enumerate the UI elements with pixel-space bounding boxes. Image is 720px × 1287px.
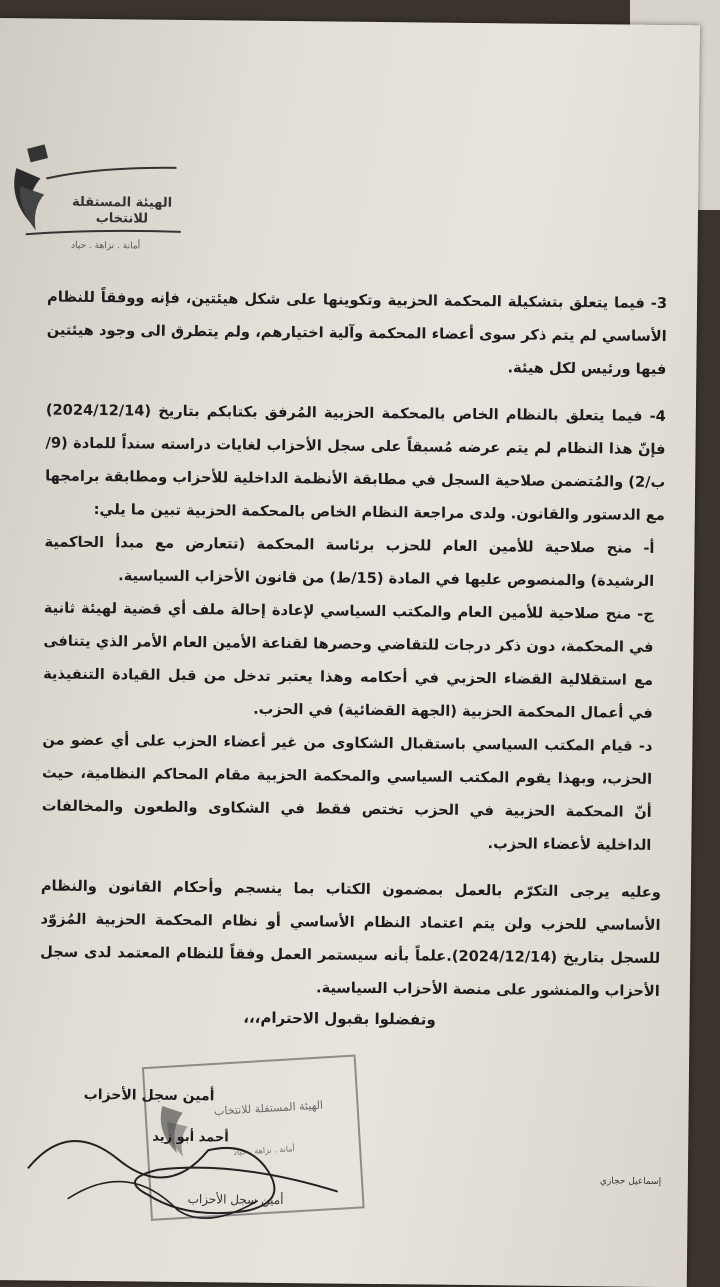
- stamp-role-text: أمين سجل الأحزاب: [187, 1192, 284, 1208]
- letter-body: [40, 281, 668, 1008]
- paragraph-4: 4- فيما يتعلق بالنظام الخاص بالمحكمة الحزبية المُرفق بكتابكم بتاريخ (2024/12/14) فإنّ هذا النظام لم يتم عرضه مُسبقاً على سجل الأحزاب لغايات دراسته سنداً للمادة (9/ب/2) والمُتضمن صلاحية السجل في مطابقة الأنظمة الداخلية للأحزاب ومطابقة برامجها مع الدستور والقانون. ولدى مراجعة النظام الخاص بالمحكمة الحزبية تبين ما يلي:: [45, 401, 666, 524]
- paragraph-3: 3- فيما يتعلق بتشكيلة المحكمة الحزبية وتكوينها على شكل هيئتين، فإنه ووفقاً للنظام الأساسي لم يتم ذكر سوى أعضاء المحكمة وآلية اختيارهم، ولم يتطرق الى وجود هيئتين فيها ورئيس لكل هيئة.: [46, 288, 668, 378]
- logo-tagline: أمانة . نزاهة . حياد: [70, 240, 141, 252]
- signatory-name: أحمد أبو زيد: [152, 1129, 229, 1146]
- closing-line: وتفضلوا بقبول الاحترام،،،: [243, 1008, 436, 1029]
- commission-logo: [5, 138, 186, 270]
- logo-name: الهيئة المستقلة للانتخاب: [71, 194, 173, 227]
- document-page: [0, 18, 700, 1287]
- prepared-by: إسماعيل حجازي: [599, 1176, 662, 1187]
- request-paragraph: وعليه يرجى التكرّم بالعمل بمضمون الكتاب بما ينسجم وأحكام القانون والنظام الأساسي للحزب ولن يتم اعتماد النظام الأساسي أو نظام المحكمة الحزبية المُزوّد للسجل بتاريخ (2024/12/14).علماً بأنه سيستمر العمل وفقاً للنظام المعتمد لدى سجل الأحزاب والمنشور على منصة الأحزاب السياسية.: [40, 877, 661, 1000]
- item-a: أ- منح صلاحية للأمين العام للحزب برئاسة المحكمة (تتعارض مع مبدأ الحاكمية الرشيدة) والمنصوص عليها في المادة (15/ط) من قانون الأحزاب السياسية.: [44, 533, 655, 590]
- signatory-title: أمين سجل الأحزاب: [83, 1086, 215, 1105]
- stamp-logo-name: الهيئة المستقلة للانتخاب: [213, 1098, 324, 1118]
- item-d: د- قيام المكتب السياسي باستقبال الشكاوى من غير أعضاء الحزب على أي عضو من الحزب، وبهذا يقوم المكتب السياسي والمحكمة الحزبية مقام المحاكم النظامية، حيث أنّ المحكمة الحزبية في الحزب تختص فقط في الشكاوى والطعون والمخالفات الداخلية لأعضاء الحزب.: [41, 731, 653, 854]
- handwritten-signature: [7, 1098, 368, 1242]
- stamp-logo-tagline: أمانة . نزاهة . حياد: [233, 1144, 296, 1157]
- item-c: ج- منح صلاحية للأمين العام والمكتب السياسي لإعادة إحالة ملف أي قضية لهيئة ثانية في المحكمة، دون ذكر درجات للتقاضي وحصرها لقناعة الأمين العام الأمر الذي يتنافى مع استقلالية القضاء الحزبي في أحكامه وهذا يعتبر تدخل من قبل القيادة التنفيذية في أعمال المحكمة الحزبية (الجهة القضائية) في الحزب.: [43, 599, 654, 722]
